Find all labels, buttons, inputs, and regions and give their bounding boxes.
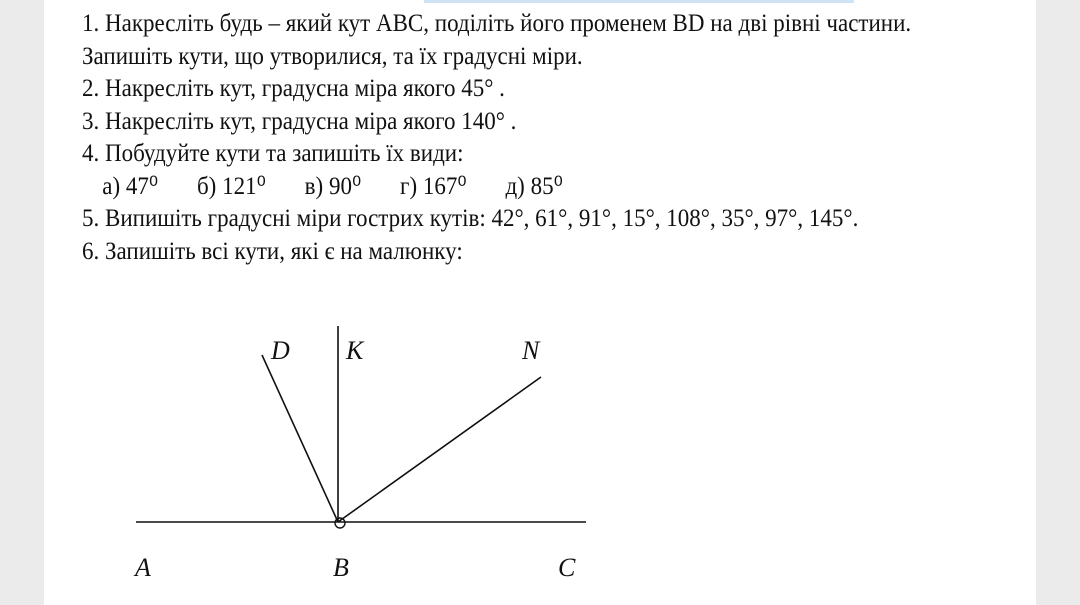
worksheet-page xyxy=(44,0,1036,605)
option-v: в) 90⁰ xyxy=(304,172,362,200)
ray-bn xyxy=(338,377,541,522)
task-6: 6. Запишіть всі кути, які є на малюнку: xyxy=(82,237,463,265)
label-b: B xyxy=(333,553,349,582)
label-c: C xyxy=(558,553,576,582)
option-d: д) 85⁰ xyxy=(505,172,563,200)
label-a: A xyxy=(135,553,151,582)
task-4: 4. Побудуйте кути та запишіть їх види: xyxy=(82,140,464,167)
task-5: 5. Випишіть градусні міри гострих кутів: 42°, 61°, 91°, 15°, 108°, 35°, 97°, 145°. xyxy=(82,205,859,232)
task-2: 2. Накресліть кут, градусна міра якого 45° . xyxy=(82,75,505,102)
label-k: K xyxy=(346,336,364,365)
ray-bd xyxy=(262,355,338,522)
option-b: б) 121⁰ xyxy=(196,172,266,200)
option-g: г) 167⁰ xyxy=(400,172,467,200)
task-list xyxy=(82,8,956,268)
label-d: D xyxy=(271,336,290,365)
task-4-options xyxy=(82,171,956,204)
vertex-b-mark xyxy=(335,518,345,528)
task-1-line-1: 1. Накресліть будь – який кут ABC, поділіть його променем BD на дві рівні частини. xyxy=(82,10,912,37)
task-1-line-2: Запишіть кути, що утворилися, та їх градусні міри. xyxy=(82,42,583,70)
option-a: а) 47⁰ xyxy=(102,172,159,200)
angles-figure xyxy=(44,300,1036,605)
task-3: 3. Накресліть кут, градусна міра якого 140° . xyxy=(82,107,517,135)
top-blue-strip xyxy=(424,0,854,3)
label-n: N xyxy=(522,336,540,365)
